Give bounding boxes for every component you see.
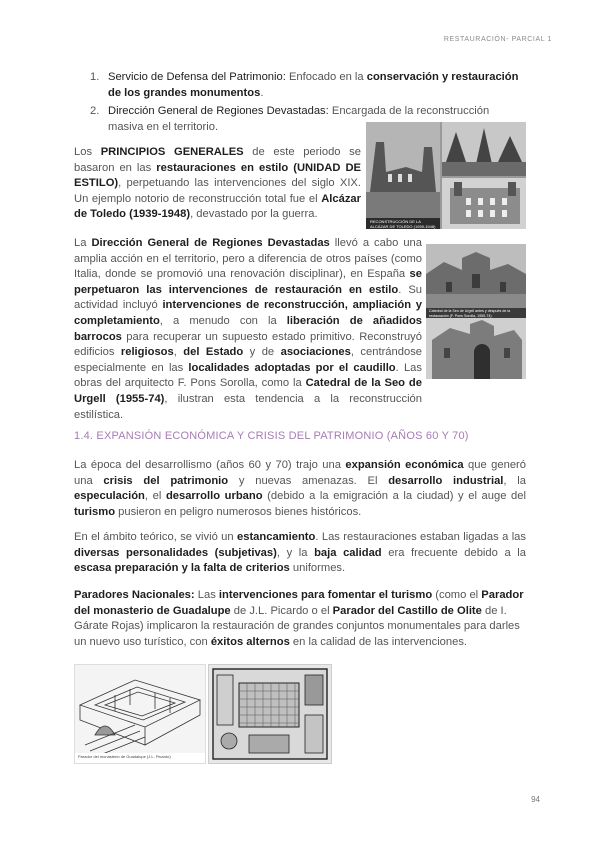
paragraph-desarrollismo: La época del desarrollismo (años 60 y 70) trajo una expansión económica que generó una crisis del patrimonio y nuevas amenazas. El desarrollo industrial, la especulación, el desarrollo urbano (debido a la emigración a la ciudad) y el auge del turismo pusieron en peligro numerosos bienes históricos. bbox=[74, 459, 526, 518]
seo-urgell-photos bbox=[426, 244, 526, 379]
floor-plan-sketch bbox=[209, 665, 331, 763]
list-item-bold: conservación y restauración de los grandes monumentos bbox=[108, 71, 519, 99]
guadalupe-floor-plan bbox=[208, 664, 332, 764]
guadalupe-axonometric-drawing bbox=[74, 664, 206, 764]
paragraph-paradores: Paradores Nacionales: Las intervenciones para fomentar el turismo (como el Parador del monasterio de Guadalupe de J.L. Picardo o el Parador del Castillo de Olite de I. Gárate Rojas) implicaron la restauración de grandes conjuntos monumentales para darles un nuevo uso turístico, con éxitos alternos en la calidad de las intervenciones. bbox=[74, 589, 524, 648]
list-item-text: . bbox=[260, 86, 264, 99]
alcazar-toledo-photos bbox=[366, 122, 526, 229]
list-item-title: Dirección General de Regiones Devastadas: bbox=[108, 105, 329, 118]
paragraph-principios: Los PRINCIPIOS GENERALES de este periodo se basaron en las restauraciones en estilo (UNIDAD DE ESTILO), perpetuando las intervenciones del siglo XIX. Un ejemplo notorio de reconstrucción total fue el Alcázar de Toledo (1939-1948), devastado por la guerra. bbox=[74, 146, 362, 221]
section-heading: 1.4. EXPANSIÓN ECONÓMICA Y CRISIS DEL PATRIMONIO (AÑOS 60 Y 70) bbox=[74, 430, 469, 442]
figure-caption-alcazar: RECONSTRUCCIÓN DE LA ALCÁZAR DE TOLEDO (1939-1948) bbox=[370, 219, 436, 229]
paragraph-direccion: La Dirección General de Regiones Devastadas llevó a cabo una amplia acción en el territorio, pero a diferencia de otros países (como Italia, donde se promovió una renovación disciplinar), en España se perpetuaron las intervenciones de restauración en estilo. Su actividad incluyó intervenciones de reconstrucción, ampliación y completamiento, a menudo con la liberación de añadidos barrocos para recuperar un supuesto estado primitivo. Reconstruyó edificios religiosos, del Estado y de asociaciones, centrándose especialmente en las localidades adoptadas por el caudillo. Las obras del arquitecto F. Pons Sorolla, como la Catedral de la Seo de Urgell (1955-74), ilustran esta tendencia a la reconstrucción estilística. bbox=[74, 237, 423, 421]
paragraph-teorico: En el ámbito teórico, se vivió un estancamiento. Las restauraciones estaban ligadas a las diversas personalidades (subjetivas), y la baja calidad era frecuente debido a la escasa preparación y la falta de criterios uniformes. bbox=[74, 531, 527, 575]
list-item-title: Servicio de Defensa del Patrimonio: bbox=[108, 71, 286, 83]
list-item bbox=[90, 70, 520, 101]
running-header: RESTAURACIÓN- PARCIAL 1 bbox=[443, 36, 552, 43]
guadalupe-drawing-sketch bbox=[75, 665, 205, 763]
list-item-text: Encargada de la reconstrucción masiva en el territorio. bbox=[108, 105, 490, 133]
page-number: 94 bbox=[531, 795, 540, 804]
figure-caption-seo: Catedral de la Seo de Urgell antes y después de la restauración (F. Pons Sorolla, 1955-74) bbox=[429, 309, 511, 318]
alcazar-photo-collage bbox=[366, 122, 526, 229]
list-number: 2. bbox=[90, 105, 100, 118]
figure-caption-guadalupe: Parador del monasterio de Guadalupe (J.L. Picardo) bbox=[78, 754, 171, 759]
list-item-text: Enfocado en la bbox=[285, 71, 367, 83]
list-number: 1. bbox=[90, 71, 100, 83]
